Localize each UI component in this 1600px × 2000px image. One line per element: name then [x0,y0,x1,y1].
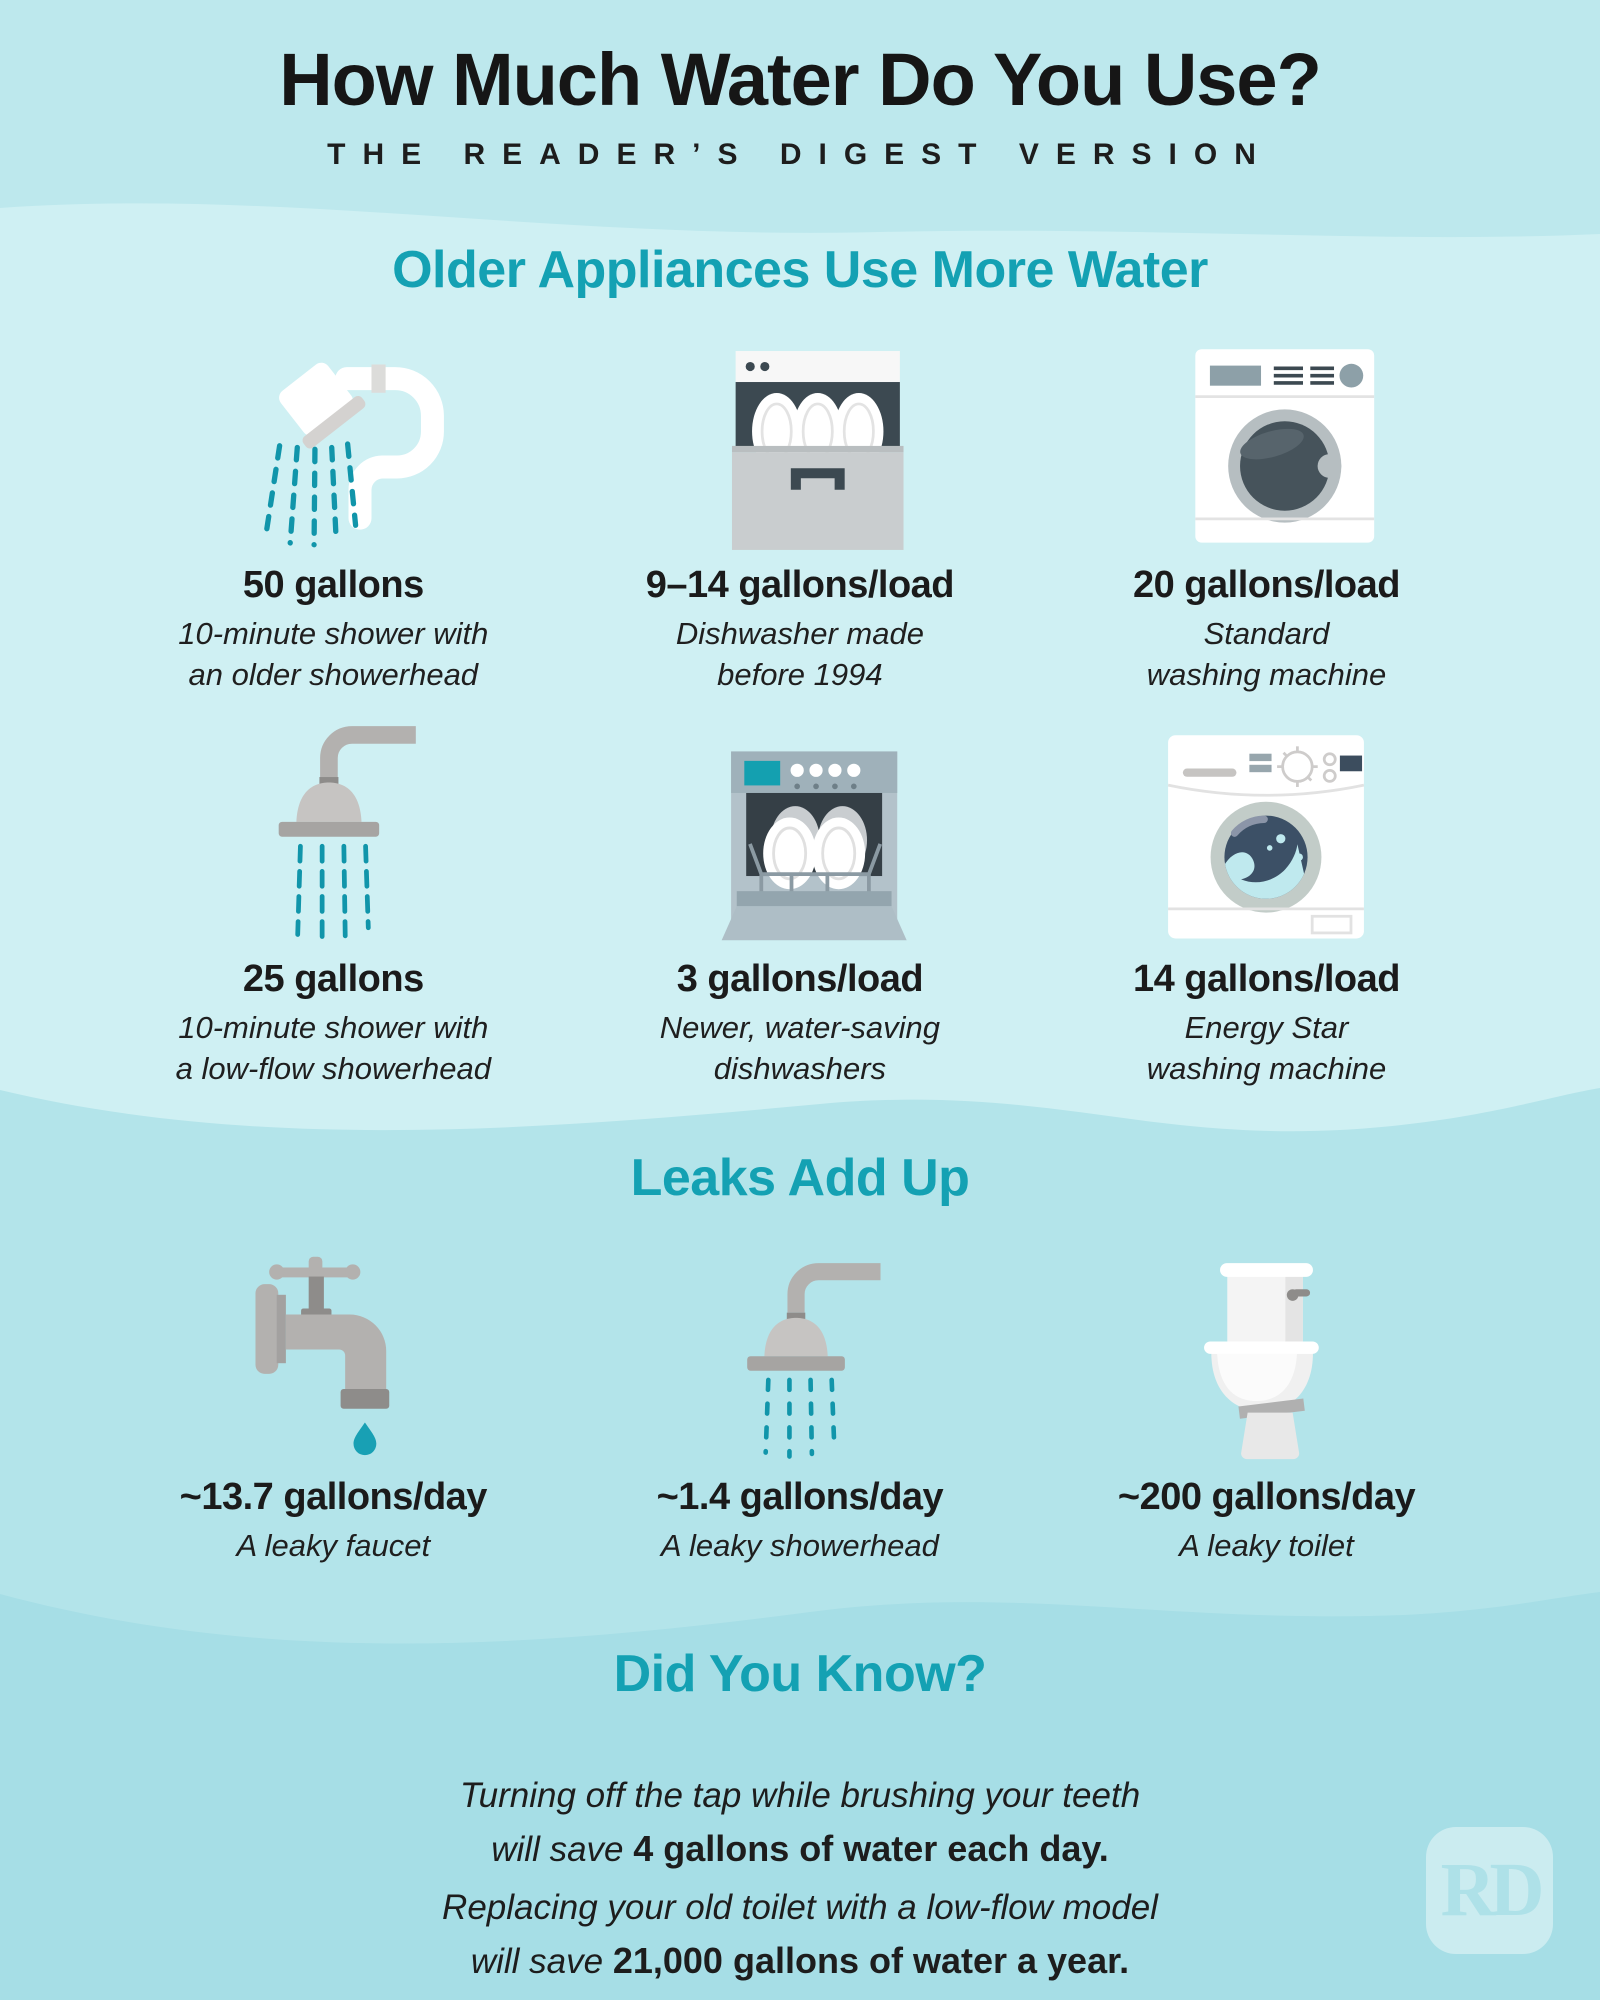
stat-value: ~200 gallons/day [1117,1476,1416,1518]
fact-low-flow-toilet [0,1881,1600,1988]
fact-bold-text: 4 gallons of water each day. [633,1828,1109,1869]
icon-box [567,318,1034,550]
readers-digest-logo-text: RD [1440,1848,1539,1932]
readers-digest-logo [1426,1827,1553,1954]
stat-value: 20 gallons/load [1132,564,1400,606]
icon-box [100,1232,567,1462]
fact-line-1: Replacing your old toilet with a low-flow model [442,1888,1158,1927]
appliance-item-old-dishwasher [567,318,1034,695]
leak-item-toilet [1033,1232,1500,1566]
icon-box [1033,1232,1500,1462]
stat-value: ~13.7 gallons/day [179,1476,487,1518]
leak-item-faucet [100,1232,567,1566]
fact-line-2: will save 4 gallons of water each day. [491,1828,1109,1869]
leaky-toilet-icon [1172,1250,1361,1462]
old-dishwasher-icon [690,340,909,550]
stat-description: Energy Star washing machine [1146,1010,1387,1086]
stat-value: 50 gallons [242,564,424,606]
appliance-item-energy-star-washer [1033,712,1500,1089]
stat-description: A leaky toilet [1179,1528,1354,1563]
leaky-faucet-icon [234,1234,432,1462]
stat-value: 3 gallons/load [676,958,924,1000]
icon-box [567,1232,1034,1462]
icon-box [1033,318,1500,550]
energy-star-washing-machine-icon [1131,726,1401,944]
page-subtitle: THE READER’S DIGEST VERSION [327,138,1273,171]
facts-section-heading: Did You Know? [613,1645,987,1703]
fact-brushing-teeth [0,1769,1600,1876]
stat-description: Dishwasher made before 1994 [675,616,924,692]
stat-description: A leaky faucet [236,1528,431,1563]
page-title: How Much Water Do You Use? [279,38,1321,121]
stat-value: 25 gallons [242,958,424,1000]
standard-washing-machine-icon [1157,340,1376,550]
appliances-row-1 [100,318,1500,695]
stat-value: ~1.4 gallons/day [656,1476,944,1518]
appliances-section-heading: Older Appliances Use More Water [392,241,1208,299]
stat-description: A leaky showerhead [660,1528,939,1563]
handheld-showerhead-icon [223,338,444,550]
appliance-item-standard-washer [1033,318,1500,695]
stat-description: Standard washing machine [1146,616,1387,692]
icon-box [567,712,1034,944]
fact-bold-text: 21,000 gallons of water a year. [612,1940,1130,1981]
stat-description: Newer, water-saving dishwashers [659,1010,941,1086]
leaks-section-heading: Leaks Add Up [630,1149,970,1207]
stat-value: 9–14 gallons/load [645,564,955,606]
appliance-item-low-flow-showerhead [100,712,567,1089]
icon-box [1033,712,1500,944]
stat-value: 14 gallons/load [1132,958,1400,1000]
appliance-item-new-dishwasher [567,712,1034,1089]
leaks-row [100,1232,1500,1566]
new-dishwasher-icon [682,742,918,944]
fact-line-2: will save 21,000 gallons of water a year. [470,1940,1130,1981]
leak-item-showerhead [567,1232,1034,1566]
appliance-item-older-showerhead [100,318,567,695]
icon-box [100,318,567,550]
leaky-showerhead-icon [701,1257,899,1462]
stat-description: 10-minute shower with a low-flow showerhead [175,1010,491,1086]
icon-box [100,712,567,944]
fact-line-1: Turning off the tap while brushing your teeth [459,1776,1141,1815]
stat-description: 10-minute shower with an older showerhead [178,616,489,692]
appliances-row-2 [100,712,1500,1089]
low-flow-showerhead-icon [231,720,435,944]
